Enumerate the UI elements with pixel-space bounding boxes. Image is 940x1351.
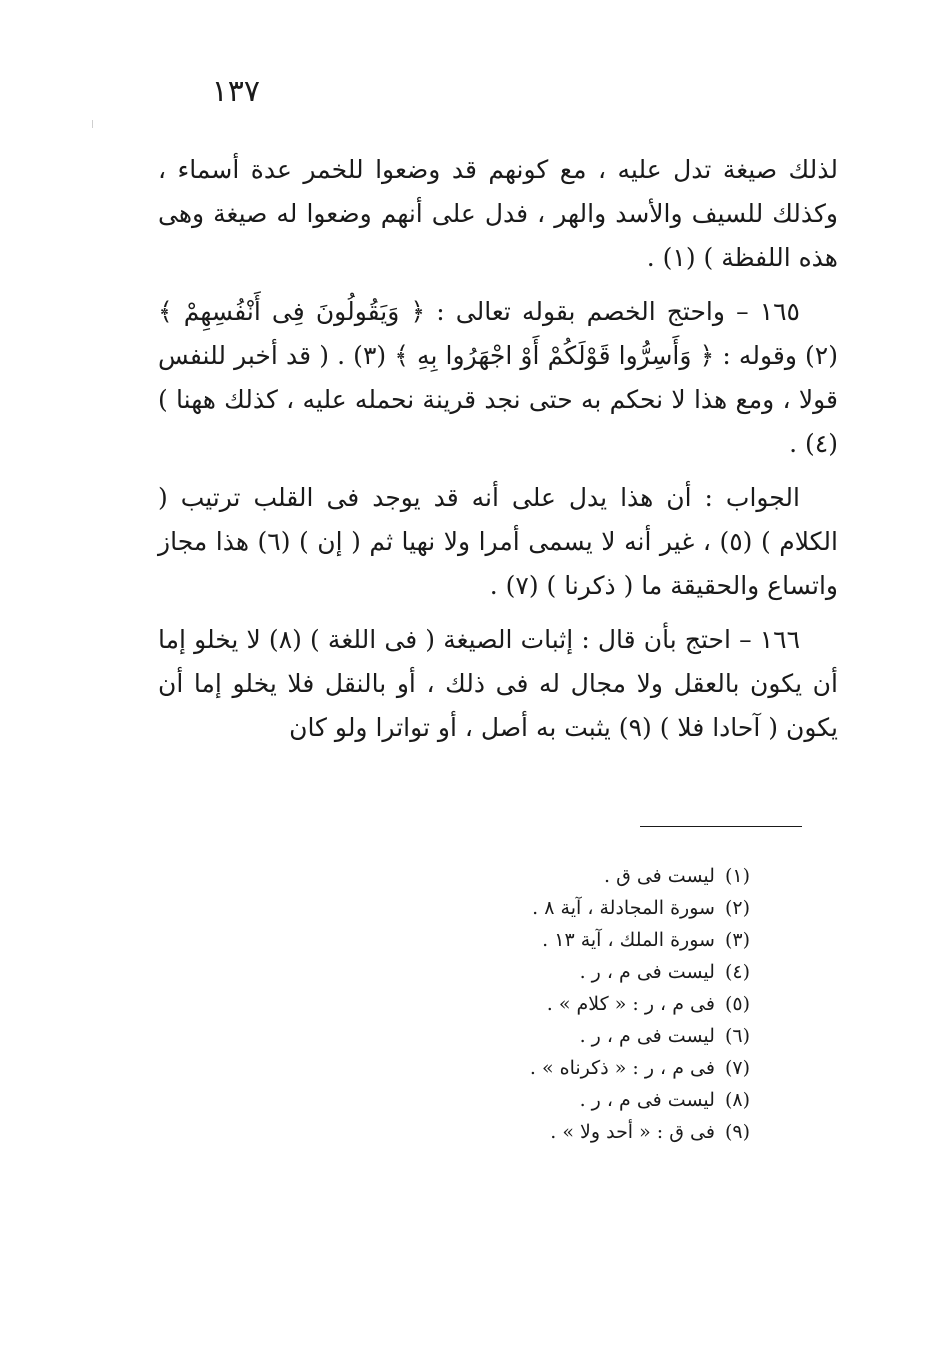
footnote-marker: (٩) — [724, 1121, 750, 1143]
paragraph-continuation: لذلك صيغة تدل عليه ، مع كونهم قد وضعوا للخمر عدة أسماء ، وكذلك للسيف والأسد والهر ، فدل على أنهم وضعوا له صيغة وهى هذه اللفظة ) (١) . — [158, 155, 838, 272]
footnote-text: ليست فى م ، ر . — [579, 1025, 715, 1047]
scan-mark — [92, 120, 93, 128]
footnote-4 — [450, 956, 750, 988]
footnotes-list — [450, 860, 750, 1148]
footnote-7 — [450, 1052, 750, 1084]
footnote-1 — [450, 860, 750, 892]
footnote-text: فى ق : « أحد ولا » . — [550, 1121, 715, 1143]
footnote-marker: (٣) — [724, 929, 750, 951]
main-text — [158, 148, 838, 760]
paragraph-165: ١٦٥ – واحتج الخصم بقوله تعالى : ﴿ وَيَقُولُونَ فِى أَنْفُسِهِمْ ﴾ (٢) وقوله : ﴿ وَأَسِرُّوا قَوْلَكُمْ أَوْ اجْهَرُوا بِهِ ﴾ (٣) . ( قد أخبر للنفس قولا ، ومع هذا لا نحكم به حتى نجد قرينة نحمله عليه ، كذلك ههنا ) (٤) . — [158, 297, 838, 458]
footnote-text: فى م ، ر : « ذكرناه » . — [529, 1057, 715, 1079]
footnote-text: سورة الملك ، آية ١٣ . — [542, 929, 715, 951]
footnote-text: ليست فى م ، ر . — [579, 961, 715, 983]
footnote-marker: (٨) — [724, 1089, 750, 1111]
footnote-marker: (٦) — [724, 1025, 750, 1047]
footnote-marker: (٤) — [724, 961, 750, 983]
paragraph-answer: الجواب : أن هذا يدل على أنه قد يوجد فى القلب ترتيب ( الكلام ) (٥) ، غير أنه لا يسمى أمرا ولا نهيا ثم ( إن ) (٦) هذا مجاز واتساع والحقيقة ما ( ذكرنا ) (٧) . — [158, 483, 838, 600]
footnote-6 — [450, 1020, 750, 1052]
footnote-5 — [450, 988, 750, 1020]
footnote-text: سورة المجادلة ، آية ٨ . — [532, 897, 715, 919]
footnote-3 — [450, 924, 750, 956]
footnote-text: ليست فى م ، ر . — [579, 1089, 715, 1111]
footnote-separator — [640, 826, 802, 827]
footnote-marker: (٢) — [724, 897, 750, 919]
page-number: ١٣٧ — [211, 74, 260, 109]
footnote-8 — [450, 1084, 750, 1116]
footnote-2 — [450, 892, 750, 924]
footnote-9 — [450, 1116, 750, 1148]
footnote-text: ليست فى ق . — [603, 865, 715, 887]
footnote-marker: (٧) — [724, 1057, 750, 1079]
footnote-marker: (٥) — [724, 993, 750, 1015]
paragraph-166: ١٦٦ – احتج بأن قال : إثبات الصيغة ( فى اللغة ) (٨) لا يخلو إما أن يكون بالعقل ولا مجال له فى ذلك ، أو بالنقل فلا يخلو إما أن يكون ( آحادا فلا ) (٩) يثبت به أصل ، أو تواترا ولو كان — [158, 625, 838, 742]
footnote-marker: (١) — [724, 865, 750, 887]
footnote-text: فى م ، ر : « كلام » . — [546, 993, 715, 1015]
